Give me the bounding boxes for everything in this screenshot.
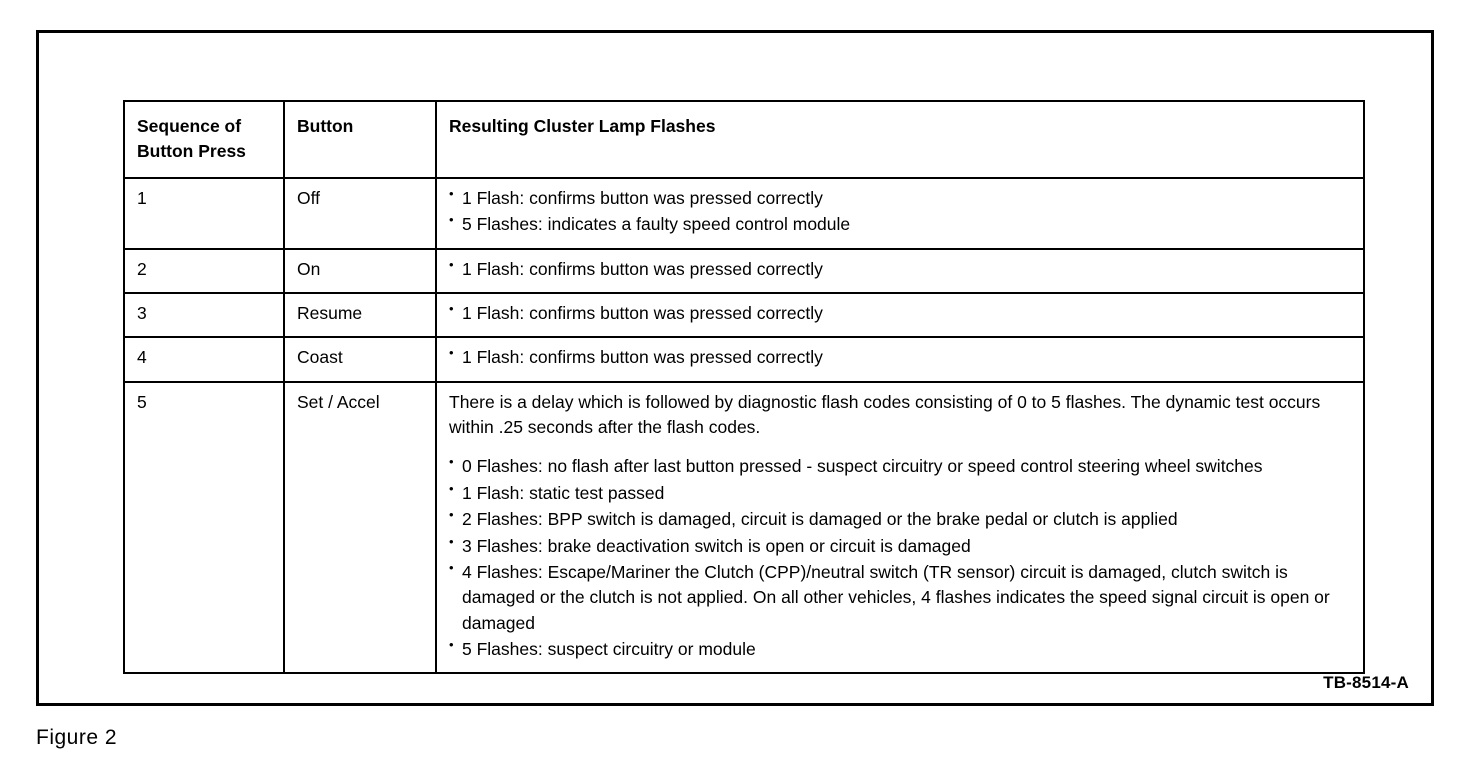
- column-header-result: Resulting Cluster Lamp Flashes: [436, 101, 1364, 178]
- flash-list: [449, 345, 1353, 370]
- list-item: [449, 637, 1353, 662]
- list-item: [449, 212, 1353, 237]
- cell-button: Coast: [284, 337, 436, 381]
- cell-result: [436, 249, 1364, 293]
- cell-button: Off: [284, 178, 436, 249]
- column-header-sequence-line1: Sequence of: [137, 116, 242, 136]
- list-item-text: 1 Flash: confirms button was pressed correctly: [462, 347, 823, 368]
- list-item: [449, 454, 1353, 479]
- list-item-text: 5 Flashes: indicates a faulty speed control module: [462, 214, 851, 235]
- list-item: [449, 301, 1353, 326]
- flash-list: [449, 454, 1353, 662]
- cell-result: [436, 337, 1364, 381]
- cell-button: Resume: [284, 293, 436, 337]
- cell-result: [436, 382, 1364, 674]
- list-item: [449, 507, 1353, 532]
- flash-list: [449, 257, 1353, 282]
- cell-sequence: 5: [124, 382, 284, 674]
- document-code: TB-8514-A: [1323, 673, 1409, 692]
- cell-button: Set / Accel: [284, 382, 436, 674]
- list-item: [449, 560, 1353, 636]
- cell-button: On: [284, 249, 436, 293]
- list-item-text: 2 Flashes: BPP switch is damaged, circuit is damaged or the brake pedal or clutch is applied: [462, 509, 1178, 530]
- figure-frame: [36, 30, 1434, 706]
- list-item-text: 1 Flash: confirms button was pressed correctly: [462, 258, 823, 279]
- cell-result: [436, 178, 1364, 249]
- column-header-sequence-line2: Button Press: [137, 141, 246, 162]
- column-header-button: Button: [284, 101, 436, 178]
- cell-sequence: 1: [124, 178, 284, 249]
- flash-code-table-wrapper: [123, 100, 1363, 674]
- table-row: [124, 337, 1364, 381]
- list-item-text: 1 Flash: static test passed: [462, 482, 665, 503]
- flash-code-table: [123, 100, 1365, 674]
- list-item-text: 5 Flashes: suspect circuitry or module: [462, 639, 756, 659]
- list-item: [449, 257, 1353, 282]
- list-item-text: 4 Flashes: Escape/Mariner the Clutch (CPP)/neutral switch (TR sensor) circuit is damaged, clutch switch is damaged or the clutch is not applied. On all other vehicles, 4 flashes indicates the speed signal circuit is open or damaged: [462, 561, 1330, 633]
- cell-sequence: 3: [124, 293, 284, 337]
- cell-sequence: 4: [124, 337, 284, 381]
- list-item: [449, 345, 1353, 370]
- table-row: [124, 178, 1364, 249]
- list-item-text: 1 Flash: confirms button was pressed correctly: [462, 187, 823, 208]
- flash-list: [449, 186, 1353, 238]
- flash-list: [449, 301, 1353, 326]
- table-row: [124, 382, 1364, 674]
- list-item-text: 3 Flashes: brake deactivation switch is open or circuit is damaged: [462, 535, 971, 556]
- list-item-text: 1 Flash: confirms button was pressed correctly: [462, 302, 823, 323]
- cell-sequence: 2: [124, 249, 284, 293]
- result-intro-paragraph: There is a delay which is followed by diagnostic flash codes consisting of 0 to 5 flashes. The dynamic test occurs within .25 seconds after the flash codes.: [449, 391, 1321, 437]
- table-row: [124, 293, 1364, 337]
- column-header-sequence: [124, 101, 284, 178]
- list-item: [449, 186, 1353, 211]
- list-item: [449, 534, 1353, 559]
- list-item: [449, 481, 1353, 506]
- figure-caption: Figure 2: [36, 726, 118, 749]
- table-header-row: [124, 101, 1364, 178]
- list-item-text: 0 Flashes: no flash after last button pressed - suspect circuitry or speed control steering wheel switches: [462, 456, 1263, 477]
- cell-result: [436, 293, 1364, 337]
- table-row: [124, 249, 1364, 293]
